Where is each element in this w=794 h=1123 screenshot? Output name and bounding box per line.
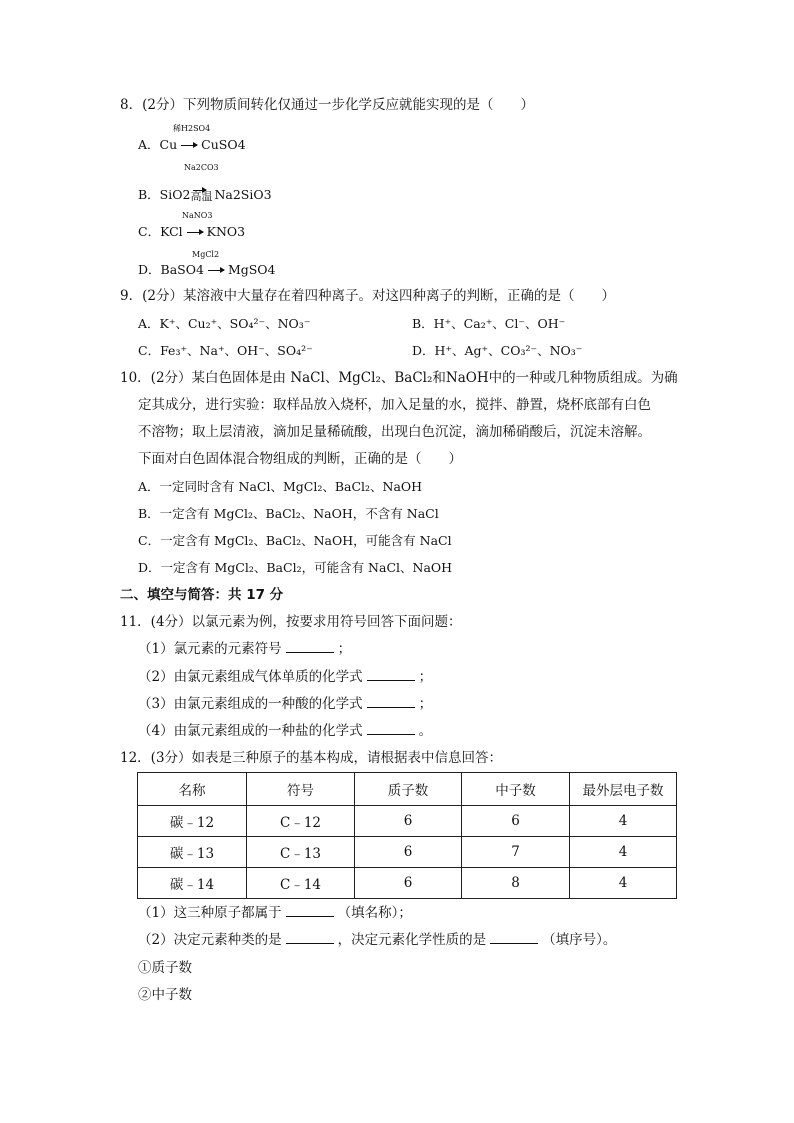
- answer-blank[interactable]: [367, 722, 415, 735]
- q11-sub2-text: （2）由氯元素组成气体单质的化学式: [138, 669, 363, 685]
- q8-option-b[interactable]: [138, 186, 272, 205]
- q10-option-d[interactable]: D．一定含有 MgCl₂、BaCl₂，可能含有 NaCl、NaOH: [138, 560, 453, 575]
- q8-d-condition: MgCl2: [192, 250, 220, 259]
- q8-a-condition: 稀H2SO4: [173, 124, 211, 133]
- q12-option-2: ②中子数: [138, 987, 192, 1003]
- q11-sub1-end: ；: [337, 641, 352, 657]
- q11-sub3: [138, 695, 432, 713]
- q11-sub3-end: ；: [418, 696, 433, 712]
- q10-option-b[interactable]: B．一定含有 MgCl₂、BaCl₂、NaOH，不含有 NaCl: [138, 506, 439, 521]
- q8-b-product: Na2SiO3: [214, 187, 272, 202]
- table-cell: 7: [462, 837, 570, 868]
- q11-sub1-text: （1）氯元素的元素符号: [138, 641, 282, 657]
- q12-sub2-text: （2）决定元素种类的是: [138, 932, 282, 948]
- q12-sub2-mid: ，决定元素化学性质的是: [337, 932, 487, 948]
- arrow-icon: [181, 145, 197, 146]
- table-cell: 碳﹣12: [138, 806, 247, 837]
- table-cell: 6: [462, 806, 570, 837]
- q11-stem: 11．(4分）以氯元素为例，按要求用符号回答下面问题：: [120, 614, 462, 630]
- q8-c-condition: NaNO3: [182, 211, 213, 220]
- table-header: 最外层电子数: [570, 773, 677, 806]
- table-cell: 碳﹣14: [138, 868, 247, 899]
- q8-a-product: CuSO4: [201, 137, 246, 152]
- q11-sub2: [138, 668, 432, 686]
- answer-blank[interactable]: [286, 640, 334, 653]
- q10-stem-line1: 10．(2分）某白色固体是由 NaCl、MgCl₂、BaCl₂和NaOH中的一种或几种物质组成。为确: [120, 370, 678, 386]
- answer-blank[interactable]: [286, 904, 334, 917]
- q10-option-c[interactable]: C．一定含有 MgCl₂、BaCl₂、NaOH，可能含有 NaCl: [138, 533, 452, 548]
- q10-stem-line2: 定其成分，进行实验：取样品放入烧杯，加入足量的水，搅拌、静置，烧杯底部有白色: [138, 397, 651, 413]
- answer-blank[interactable]: [367, 668, 415, 681]
- q9-option-d[interactable]: D．H⁺、Ag⁺、CO₃²⁻、NO₃⁻: [412, 343, 583, 358]
- q9-option-c[interactable]: C．Fe₃⁺、Na⁺、OH⁻、SO₄²⁻: [138, 343, 313, 358]
- q10-stem-line3: 不溶物；取上层清液，滴加足量稀硫酸，出现白色沉淀，滴加稀硝酸后，沉淀未溶解。: [138, 424, 651, 440]
- section-heading: 二、填空与简答：共 17 分: [120, 587, 284, 603]
- answer-blank[interactable]: [286, 931, 334, 944]
- table-row: [138, 806, 677, 837]
- q11-sub3-text: （3）由氯元素组成的一种酸的化学式: [138, 696, 363, 712]
- q8-option-c[interactable]: [138, 223, 245, 241]
- answer-blank[interactable]: [490, 931, 538, 944]
- table-cell: 6: [355, 806, 462, 837]
- q11-sub4-end: 。: [418, 723, 433, 739]
- q9-option-b[interactable]: B．H⁺、Ca₂⁺、Cl⁻、OH⁻: [412, 316, 566, 331]
- q8-option-a[interactable]: [138, 136, 246, 154]
- q8-stem: 8．(2分）下列物质间转化仅通过一步化学反应就能实现的是（ ）: [120, 97, 534, 113]
- answer-blank[interactable]: [367, 695, 415, 708]
- q8-option-d[interactable]: [138, 261, 276, 279]
- q12-option-1: ①质子数: [138, 960, 192, 976]
- table-cell: C﹣13: [247, 837, 355, 868]
- q10-stem-line4: 下面对白色固体混合物组成的判断，正确的是（ ）: [138, 451, 462, 467]
- arrow-icon: [208, 270, 224, 271]
- atom-table: [137, 772, 677, 899]
- table-header: 名称: [138, 773, 247, 806]
- table-cell: 6: [355, 837, 462, 868]
- q8-a-reactant: A．Cu: [138, 137, 178, 152]
- q12-sub2-end: （填序号）。: [542, 932, 617, 948]
- table-row: [138, 837, 677, 868]
- q11-sub4-text: （4）由氯元素组成的一种盐的化学式: [138, 723, 363, 739]
- table-cell: 6: [355, 868, 462, 899]
- q12-sub1: [138, 904, 412, 922]
- q12-sub1-end: （填名称）；: [337, 905, 412, 921]
- q8-c-reactant: C．KCl: [138, 224, 183, 239]
- table-cell: C﹣12: [247, 806, 355, 837]
- q12-sub1-text: （1）这三种原子都属于: [138, 905, 282, 921]
- q11-sub4: [138, 722, 432, 740]
- table-cell: 4: [570, 868, 677, 899]
- q8-c-product: KNO3: [206, 224, 246, 239]
- table-cell: 4: [570, 806, 677, 837]
- arrow-icon: [187, 232, 203, 233]
- table-header-row: [138, 773, 677, 806]
- table-cell: 8: [462, 868, 570, 899]
- q8-b-condition: Na2CO3: [184, 163, 219, 172]
- q8-d-product: MgSO4: [227, 262, 276, 277]
- q8-d-reactant: D．BaSO4: [138, 262, 204, 277]
- table-row: [138, 868, 677, 899]
- table-header: 符号: [247, 773, 355, 806]
- q12-stem: 12．(3分）如表是三种原子的基本构成，请根据表中信息回答：: [120, 750, 503, 766]
- table-cell: 碳﹣13: [138, 837, 247, 868]
- table-header: 中子数: [462, 773, 570, 806]
- q9-stem: 9．(2分）某溶液中大量存在着四种离子。对这四种离子的判断，正确的是（ ）: [120, 288, 615, 304]
- table-header: 质子数: [355, 773, 462, 806]
- q11-sub2-end: ；: [418, 669, 433, 685]
- table-cell: 4: [570, 837, 677, 868]
- q11-sub1: [138, 640, 351, 658]
- q10-option-a[interactable]: A．一定同时含有 NaCl、MgCl₂、BaCl₂、NaOH: [138, 479, 423, 494]
- q8-b-under-condition: 高温: [190, 190, 213, 203]
- q8-b-reactant: B．SiO2: [138, 187, 191, 202]
- table-cell: C﹣14: [247, 868, 355, 899]
- q12-sub2: [138, 931, 616, 949]
- q9-option-a[interactable]: A．K⁺、Cu₂⁺、SO₄²⁻、NO₃⁻: [138, 316, 311, 331]
